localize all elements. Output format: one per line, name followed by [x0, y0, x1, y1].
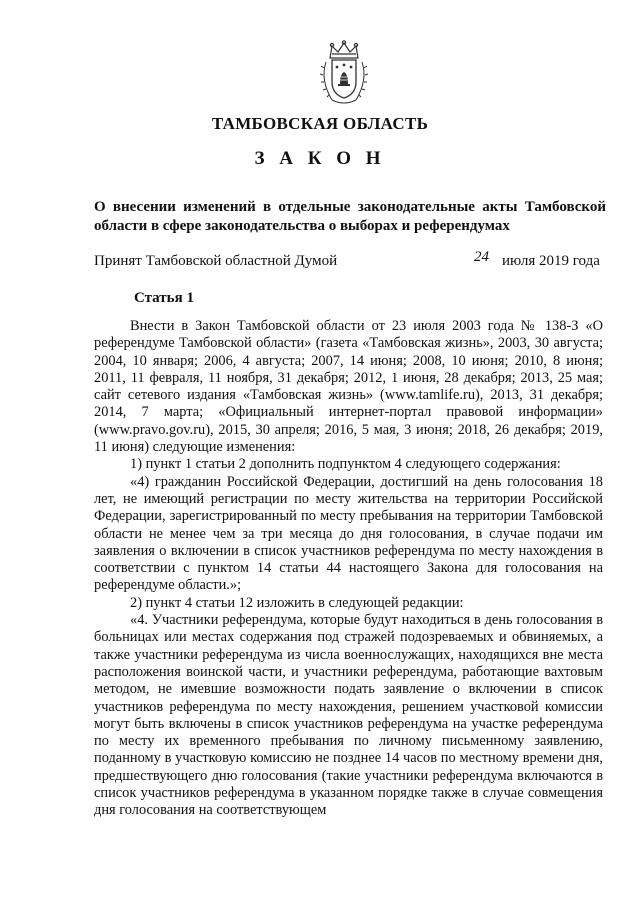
adoption-month-year: июля 2019 года	[502, 253, 600, 269]
article-body	[94, 318, 603, 820]
region-name: ТАМБОВСКАЯ ОБЛАСТЬ	[211, 114, 429, 133]
article-heading: Статья 1	[134, 290, 194, 306]
paragraph: 2) пункт 4 статьи 12 изложить в следующей редакции:	[130, 594, 464, 611]
document-type-title: З А К О Н	[254, 148, 386, 169]
paragraph: 1) пункт 1 статьи 2 дополнить подпунктом 4 следующего содержания:	[130, 456, 561, 473]
adopted-by: Принят Тамбовской областной Думой	[94, 253, 338, 269]
paragraph: «4) гражданин Российской Федерации, достигший на день голосования 18 лет, не имеющий регистрации по месту жительства на территории Российской Федерации, зарегистрированный по месту пребывания на территории Тамбовской области не менее чем за три месяца до дня голосования, в случае подачи им заявления о включении в список участников референдума по месту нахождения в соответствии с пунктом 14 статьи 44 настоящего Закона для голосования на референдуме области.»;	[94, 473, 603, 594]
adoption-day: 24	[474, 249, 489, 265]
coat-of-arms-icon	[318, 40, 370, 106]
law-title: О внесении изменений в отдельные законодательные акты Тамбовской области в сфере законодательства о выборах и референдумах	[94, 199, 606, 234]
paragraph: «4. Участники референдума, которые будут находиться в день голосования в больницах или местах содержания под стражей подозреваемых и обвиняемых, а также участники референдума из числа военнослужащих, находящихся вне места расположения воинской части, и участники референдума, работающие вахтовым методом, не имевшие возможности подать заявление о включении в список участников референдума по месту нахождения, решением участковой комиссии могут быть включены в список участников референдума на участке референдума по месту их временного пребывания по личному письменному заявлению, поданному в участковую комиссию не позднее 14 часов по местному времени дня, предшествующего дню голосования (такие участники референдума включаются в список участников референдума в указанном порядке также в случае совмещения дня голосования на соответствующем	[94, 612, 603, 819]
paragraph: Внести в Закон Тамбовской области от 23 июля 2003 года № 138-З «О референдуме Тамбовской области» (газета «Тамбовская жизнь», 2003, 30 августа; 2004, 10 января; 2006, 4 августа; 2007, 14 июня; 2008, 10 июня; 2010, 8 июня; 2011, 11 февраля, 11 ноября, 31 декабря; 2012, 1 июня, 28 декабря; 2013, 25 мая; сайт сетевого издания «Тамбовская жизнь» (www.tamlife.ru), 2013, 31 декабря; 2014, 7 марта; «Официальный интернет-портал правовой информации» (www.pravo.gov.ru), 2015, 30 апреля; 2016, 5 мая, 3 июня; 2018, 26 декабря; 2019, 11 июня) следующие изменения:	[94, 318, 603, 456]
adoption-line	[94, 249, 606, 271]
